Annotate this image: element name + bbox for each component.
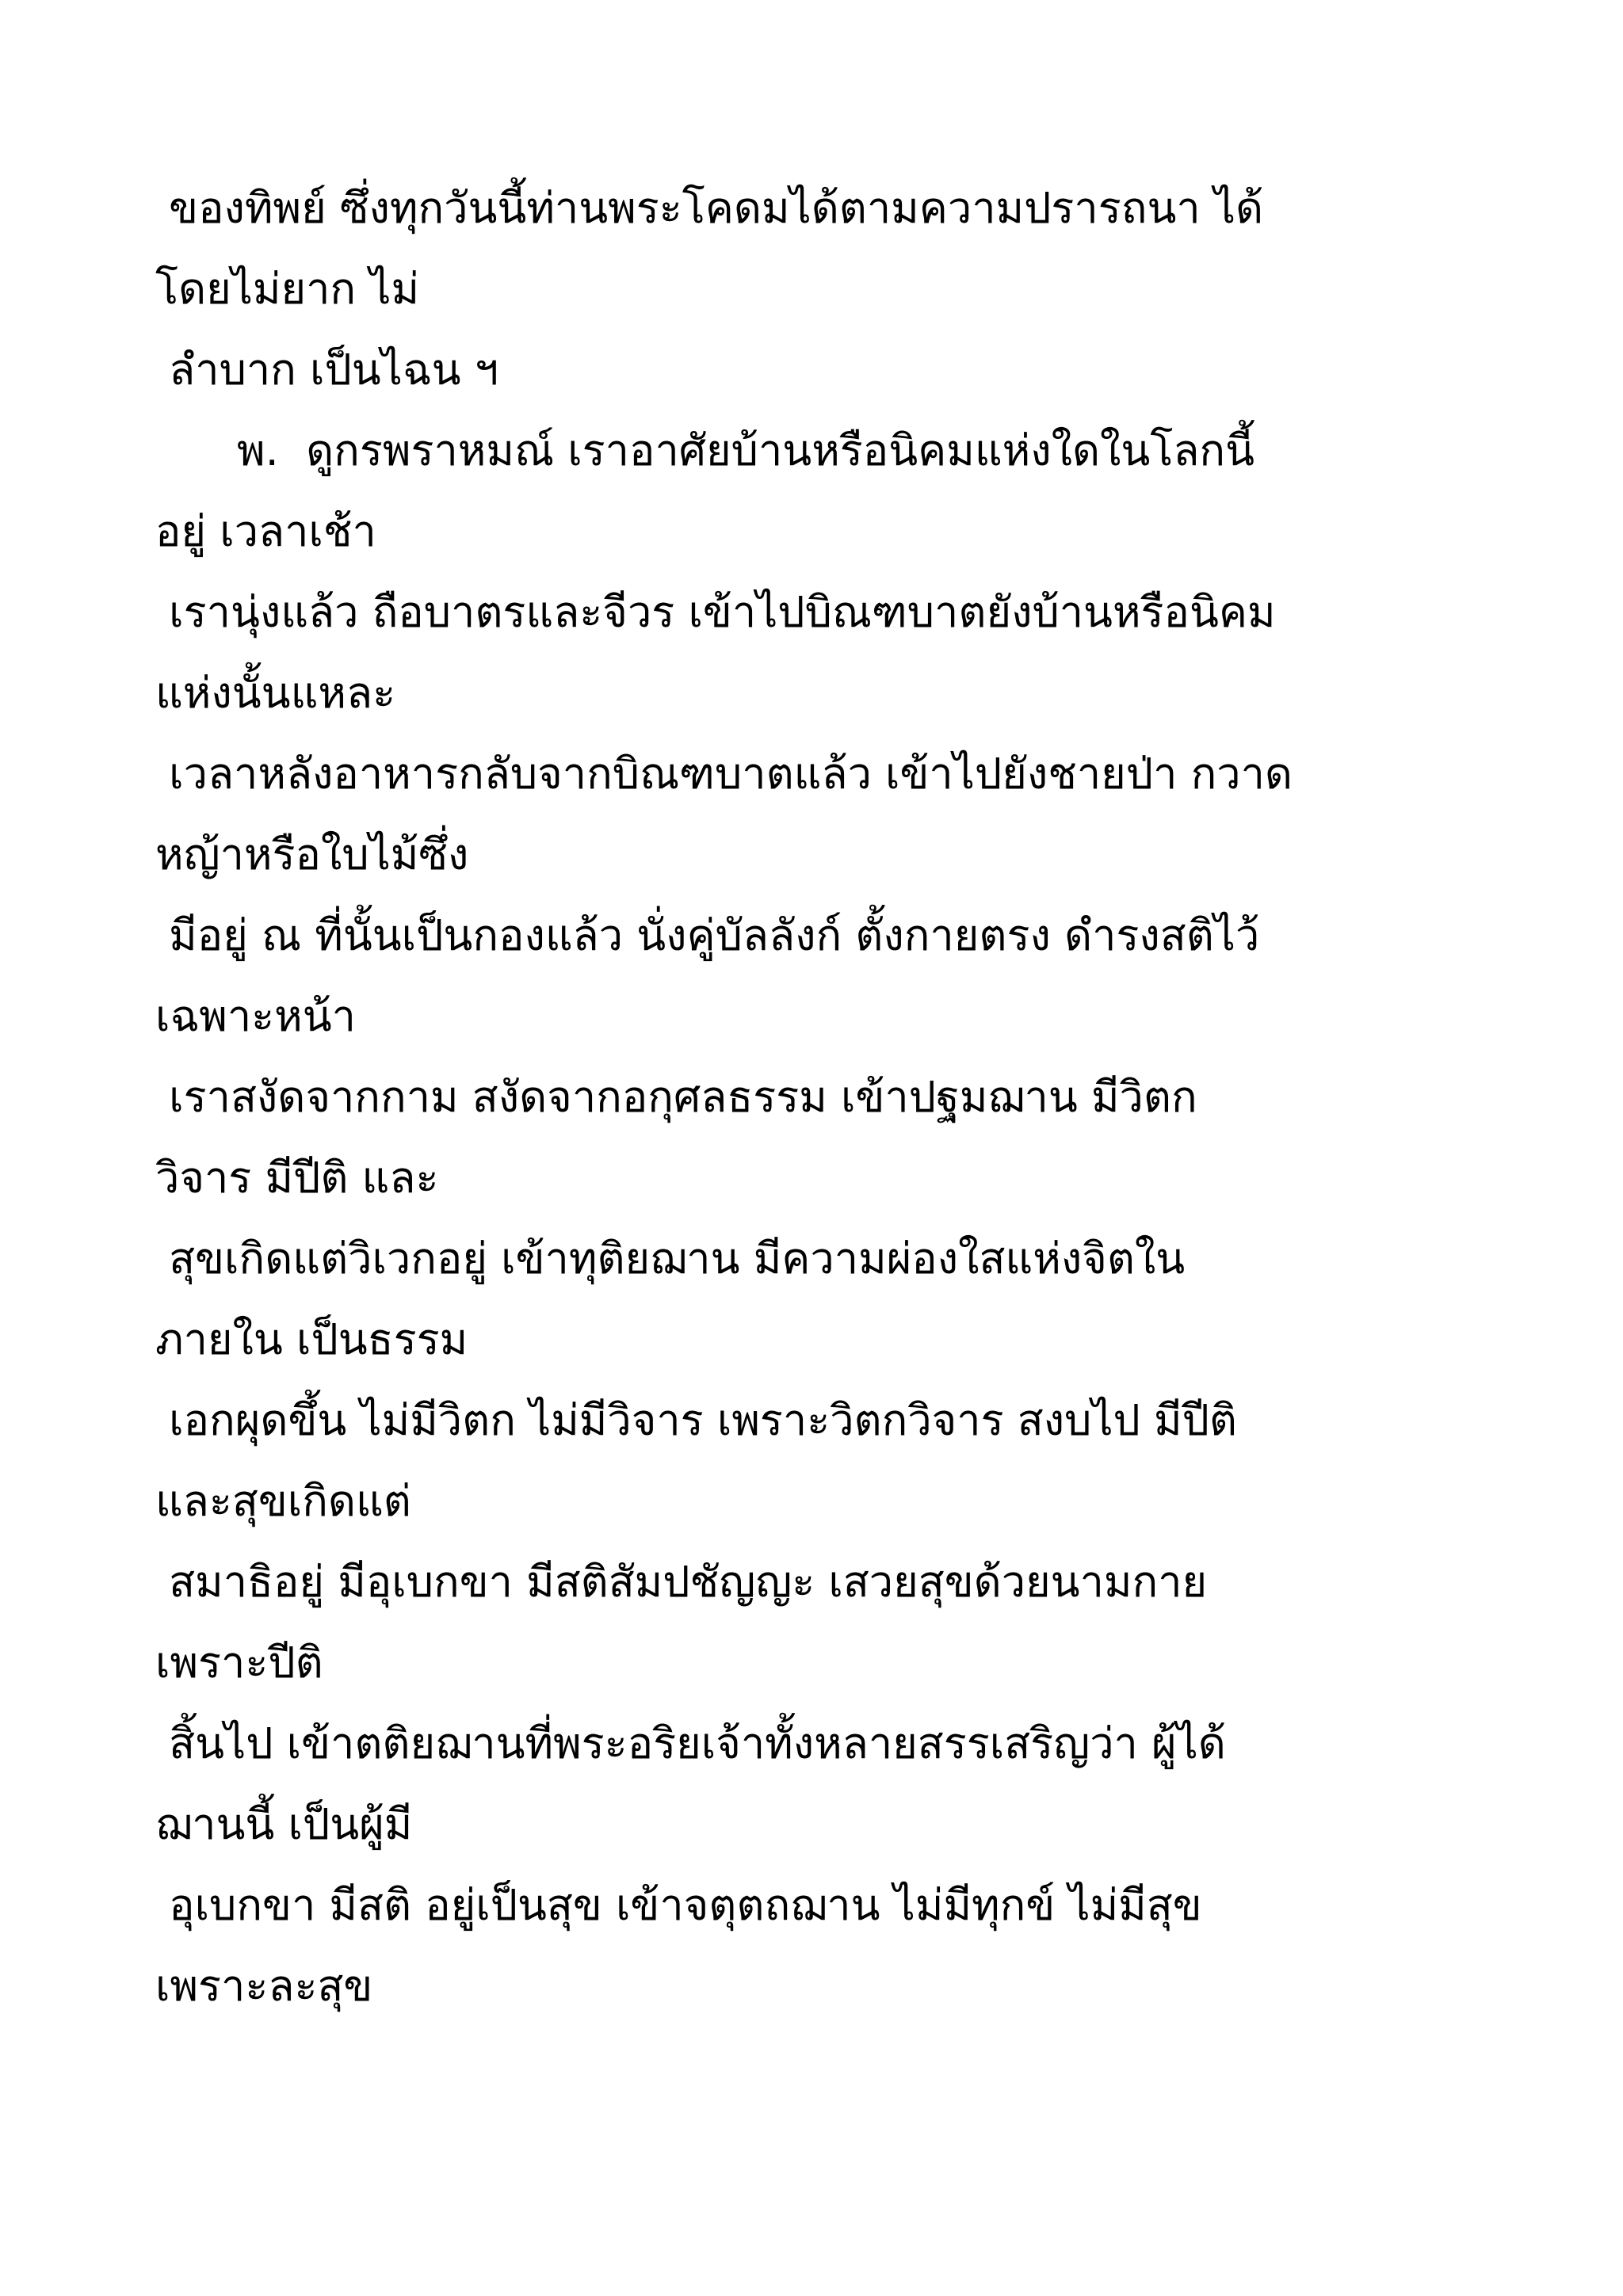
- body-text: [155, 168, 1534, 2027]
- text-line: ของทิพย์ ซึ่งทุกวันนี้ท่านพระโคดมได้ตามความปรารถนา ได้: [155, 183, 1264, 233]
- text-line: เรานุ่งแล้ว ถือบาตรและจีวร เข้าไปบิณฑบาตยังบ้านหรือนิคม: [155, 587, 1276, 637]
- text-line: แห่งนั้นแหละ: [155, 668, 396, 718]
- text-line: เฉพาะหน้า: [155, 991, 356, 1041]
- text-line: ภายใน เป็นธรรม: [155, 1314, 468, 1364]
- text-line: เราสงัดจากกาม สงัดจากอกุศลธรรม เข้าปฐมฌาน มีวิตก: [155, 1072, 1197, 1122]
- text-line: ลำบาก เป็นไฉน ฯ: [155, 345, 499, 395]
- text-line: วิจาร มีปีติ และ: [155, 1153, 439, 1203]
- text-line: อยู่ เวลาเช้า: [155, 506, 376, 556]
- text-line: โดยไม่ยาก ไม่: [155, 264, 420, 314]
- text-line: ฌานนี้ เป็นผู้มี: [155, 1799, 413, 1849]
- text-line: สมาธิอยู่ มีอุเบกขา มีสติสัมปชัญญะ เสวยสุขด้วยนามกาย: [155, 1557, 1208, 1607]
- text-line: เพราะละสุข: [155, 1961, 373, 2011]
- text-line: อุเบกขา มีสติ อยู่เป็นสุข เข้าจตุตถฌาน ไม่มีทุกข์ ไม่มีสุข: [155, 1880, 1202, 1930]
- text-line: และสุขเกิดแต่: [155, 1476, 411, 1526]
- text-line: เพราะปีติ: [155, 1638, 323, 1688]
- text-line: หญ้าหรือใบไม้ซึ่ง: [155, 830, 469, 879]
- text-line: มีอยู่ ณ ที่นั้นเป็นกองแล้ว นั่งคู่บัลลังก์ ตั้งกายตรง ดำรงสติไว้: [155, 910, 1260, 960]
- text-line: เวลาหลังอาหารกลับจากบิณฑบาตแล้ว เข้าไปยังชายป่า กวาด: [155, 749, 1293, 799]
- text-line: สุขเกิดแต่วิเวกอยู่ เข้าทุติยฌาน มีความผ่องใสแห่งจิตใน: [155, 1234, 1186, 1283]
- text-line: สิ้นไป เข้าตติยฌานที่พระอริยเจ้าทั้งหลายสรรเสริญว่า ผู้ได้: [155, 1718, 1226, 1768]
- text-line: เอกผุดขึ้น ไม่มีวิตก ไม่มีวิจาร เพราะวิตกวิจาร สงบไป มีปีติ: [155, 1395, 1237, 1445]
- text-line: พ. ดูกรพราหมณ์ เราอาศัยบ้านหรือนิคมแห่งใดในโลกนี้: [155, 425, 1255, 475]
